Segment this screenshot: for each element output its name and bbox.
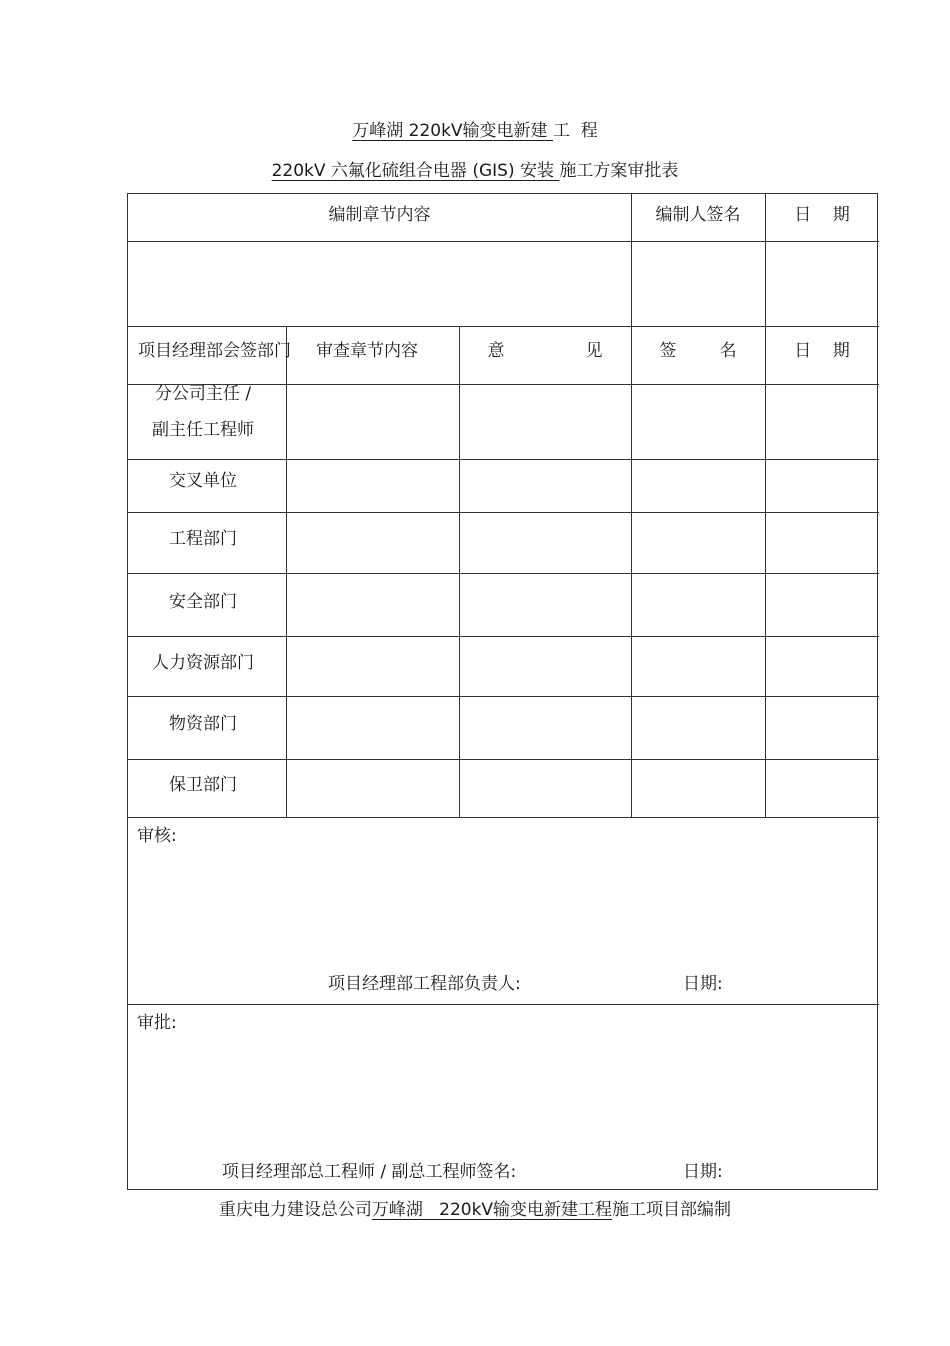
review-header-section: 审查章节内容	[316, 341, 418, 361]
approval-date: 日期:	[683, 1162, 723, 1182]
dept-hr: 人力资源部门	[152, 653, 254, 673]
audit-signer: 项目经理部工程部负责人:	[328, 974, 521, 994]
dept-materials: 物资部门	[169, 714, 237, 734]
dept-safety: 安全部门	[169, 592, 237, 612]
header-date: 日 期	[794, 205, 850, 225]
audit-date: 日期:	[683, 974, 723, 994]
dept-security: 保卫部门	[169, 775, 237, 795]
review-header-opinion: 意 见	[487, 341, 603, 361]
review-header-date: 日 期	[794, 341, 850, 361]
footer	[0, 1195, 950, 1220]
dept-branch-director-line1: 分公司主任 /	[154, 384, 252, 404]
header-content: 编制章节内容	[328, 205, 431, 225]
dept-cross-unit: 交叉单位	[169, 471, 237, 491]
dept-engineering: 工程部门	[169, 529, 237, 549]
header-author-sign: 编制人签名	[655, 205, 741, 225]
footer-company: 重庆电力建设总公司	[218, 1200, 372, 1220]
document-title-line1	[0, 116, 950, 141]
approval-label: 审批:	[137, 1013, 177, 1033]
dept-branch-director	[128, 376, 278, 448]
audit-label: 审核:	[137, 826, 177, 846]
footer-suffix: 施工项目部编制	[612, 1200, 732, 1220]
review-header-sign: 签 名	[659, 341, 737, 361]
equipment-name: 220kV 六氟化硫组合电器 (GIS) 安装	[271, 161, 560, 181]
project-name: 万峰湖 220kV输变电新建	[352, 121, 553, 141]
footer-project: 万峰湖 220kV输变电新建工程	[371, 1200, 613, 1220]
review-header-dept: 项目经理部会签部门	[138, 341, 291, 361]
project-suffix: 工 程	[552, 121, 598, 141]
dept-branch-director-line2: 副主任工程师	[152, 420, 254, 440]
document-title-line2	[0, 156, 950, 181]
form-name: 施工方案审批表	[559, 161, 679, 181]
approval-signer: 项目经理部总工程师 / 副总工程师签名:	[222, 1162, 517, 1182]
approval-table	[127, 193, 878, 1190]
